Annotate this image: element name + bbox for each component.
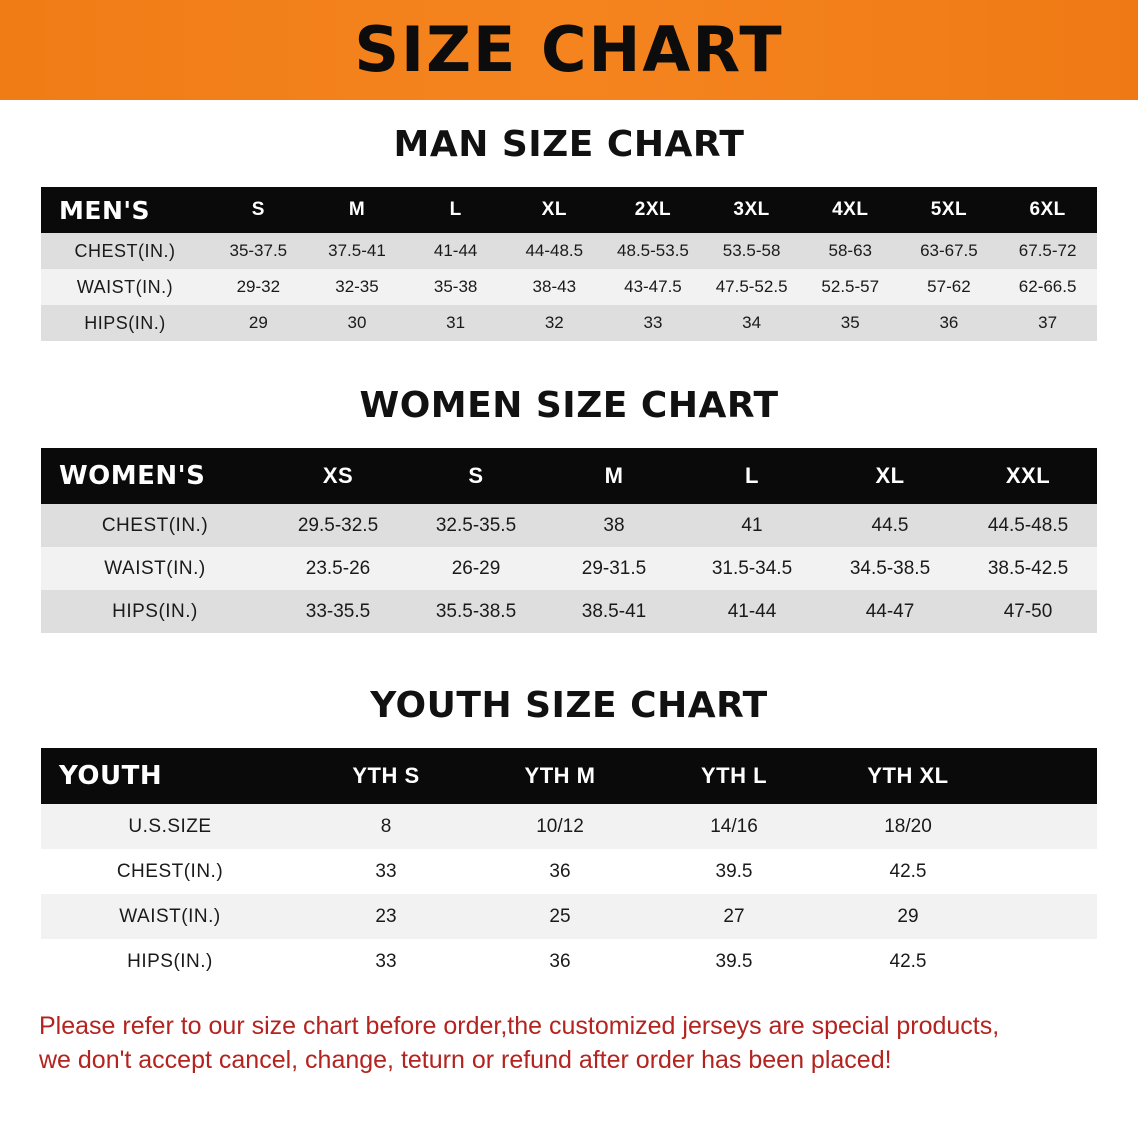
youth-cell: 36 bbox=[549, 950, 571, 972]
page-title: SIZE CHART bbox=[354, 13, 784, 86]
man-size-table bbox=[41, 187, 1097, 341]
youth-cell: 42.5 bbox=[889, 950, 927, 972]
table-row bbox=[41, 590, 1097, 633]
women-row-label: WAIST(IN.) bbox=[104, 557, 206, 579]
man-cell: 33 bbox=[643, 313, 663, 332]
youth-cell: 39.5 bbox=[715, 950, 753, 972]
youth-cell: 27 bbox=[723, 905, 745, 927]
youth-cell-spacer bbox=[995, 939, 1097, 984]
women-cell: 29-31.5 bbox=[581, 557, 647, 579]
table-row bbox=[41, 547, 1097, 590]
disclaimer-line-2: we don't accept cancel, change, teturn or refund after order has been placed! bbox=[39, 1045, 892, 1074]
youth-cell: 18/20 bbox=[884, 815, 932, 837]
women-cell: 41-44 bbox=[727, 600, 777, 622]
man-size-header: L bbox=[449, 199, 462, 220]
women-row-label: CHEST(IN.) bbox=[101, 514, 209, 536]
women-size-header: M bbox=[604, 463, 624, 488]
women-cell: 26-29 bbox=[451, 557, 501, 579]
youth-cell: 8 bbox=[380, 815, 392, 837]
youth-row-label: U.S.SIZE bbox=[128, 815, 212, 837]
women-cell: 33-35.5 bbox=[305, 600, 371, 622]
youth-row-label: WAIST(IN.) bbox=[119, 905, 221, 927]
youth-cell-spacer bbox=[995, 849, 1097, 894]
man-cell: 67.5-72 bbox=[1018, 241, 1077, 260]
women-cell: 32.5-35.5 bbox=[435, 514, 517, 536]
man-size-header: 2XL bbox=[634, 199, 672, 220]
women-size-header: XXL bbox=[1005, 463, 1051, 488]
youth-cell: 36 bbox=[549, 860, 571, 882]
youth-size-table bbox=[41, 748, 1097, 984]
youth-row-label: CHEST(IN.) bbox=[116, 860, 224, 882]
youth-cell: 25 bbox=[549, 905, 571, 927]
man-cell: 53.5-58 bbox=[722, 241, 781, 260]
banner bbox=[0, 0, 1138, 100]
man-cell: 52.5-57 bbox=[821, 277, 880, 296]
youth-size-header: YTH M bbox=[524, 763, 596, 788]
man-cell: 35-38 bbox=[433, 277, 478, 296]
women-cell: 38.5-42.5 bbox=[987, 557, 1069, 579]
table-row bbox=[41, 939, 1097, 984]
youth-cell: 29 bbox=[897, 905, 919, 927]
women-size-header: L bbox=[745, 463, 759, 488]
man-size-header: XL bbox=[541, 199, 567, 220]
women-cell: 31.5-34.5 bbox=[711, 557, 793, 579]
table-row bbox=[41, 269, 1097, 305]
youth-cell: 33 bbox=[375, 950, 397, 972]
man-cell: 32 bbox=[544, 313, 564, 332]
youth-cell: 42.5 bbox=[889, 860, 927, 882]
man-cell: 58-63 bbox=[828, 241, 872, 260]
women-cell: 41 bbox=[741, 514, 763, 536]
man-cell: 35 bbox=[840, 313, 860, 332]
table-row bbox=[41, 849, 1097, 894]
women-cell: 38.5-41 bbox=[581, 600, 647, 622]
women-cell: 44.5 bbox=[871, 514, 909, 536]
man-cell: 47.5-52.5 bbox=[715, 277, 788, 296]
women-cell: 29.5-32.5 bbox=[297, 514, 379, 536]
disclaimer-note bbox=[39, 1010, 1099, 1078]
man-size-header: S bbox=[251, 199, 265, 220]
man-size-header: M bbox=[348, 199, 366, 220]
man-size-table-wrap bbox=[41, 187, 1097, 341]
man-cell: 44-48.5 bbox=[525, 241, 584, 260]
youth-header-spacer bbox=[995, 748, 1097, 804]
man-cell: 37 bbox=[1038, 313, 1058, 332]
women-cell: 35.5-38.5 bbox=[435, 600, 517, 622]
youth-cell: 23 bbox=[375, 905, 397, 927]
man-cell: 35-37.5 bbox=[229, 241, 288, 260]
man-row-label: CHEST(IN.) bbox=[74, 240, 176, 261]
man-row-label: WAIST(IN.) bbox=[76, 276, 174, 297]
table-row bbox=[41, 804, 1097, 849]
youth-header-label: YOUTH bbox=[59, 761, 163, 791]
women-size-header: XS bbox=[322, 463, 354, 488]
women-size-table bbox=[41, 448, 1097, 633]
women-cell: 44-47 bbox=[865, 600, 915, 622]
women-size-header: S bbox=[468, 463, 484, 488]
man-size-header: 4XL bbox=[832, 199, 869, 220]
man-cell: 29 bbox=[248, 313, 268, 332]
women-cell: 34.5-38.5 bbox=[849, 557, 931, 579]
man-size-header: 6XL bbox=[1029, 199, 1066, 220]
women-cell: 38 bbox=[603, 514, 625, 536]
youth-cell-spacer bbox=[995, 894, 1097, 939]
women-size-header: XL bbox=[875, 463, 905, 488]
youth-row-label: HIPS(IN.) bbox=[127, 950, 213, 972]
man-header-label: MEN'S bbox=[59, 195, 151, 225]
youth-cell: 10/12 bbox=[536, 815, 584, 837]
man-cell: 30 bbox=[347, 313, 367, 332]
man-cell: 43-47.5 bbox=[624, 277, 682, 296]
youth-size-header: YTH L bbox=[700, 763, 768, 788]
man-cell: 48.5-53.5 bbox=[617, 241, 689, 260]
man-cell: 32-35 bbox=[335, 277, 379, 296]
youth-cell: 39.5 bbox=[715, 860, 753, 882]
women-table-header-row bbox=[41, 448, 1097, 504]
women-size-table-wrap bbox=[41, 448, 1097, 633]
women-cell: 47-50 bbox=[1003, 600, 1053, 622]
youth-size-header: YTH XL bbox=[867, 763, 949, 788]
man-table-header-row bbox=[41, 187, 1097, 233]
man-size-header: 5XL bbox=[930, 199, 968, 220]
man-section-heading: MAN SIZE CHART bbox=[393, 124, 745, 165]
man-cell: 41-44 bbox=[433, 241, 478, 260]
youth-section-heading: YOUTH SIZE CHART bbox=[370, 685, 768, 726]
youth-size-header: YTH S bbox=[352, 763, 420, 788]
women-cell: 44.5-48.5 bbox=[987, 514, 1069, 536]
man-cell: 29-32 bbox=[236, 277, 281, 296]
youth-table-header-row bbox=[41, 748, 1097, 804]
man-cell: 36 bbox=[939, 313, 959, 332]
man-cell: 62-66.5 bbox=[1018, 277, 1077, 296]
man-cell: 31 bbox=[446, 313, 466, 332]
man-cell: 63-67.5 bbox=[920, 241, 978, 260]
youth-size-table-wrap bbox=[41, 748, 1097, 984]
youth-cell: 33 bbox=[375, 860, 397, 882]
youth-cell-spacer bbox=[995, 804, 1097, 849]
disclaimer-line-1: Please refer to our size chart before order,the customized jerseys are special products, bbox=[39, 1012, 1000, 1040]
table-row bbox=[41, 305, 1097, 341]
women-section-heading: WOMEN SIZE CHART bbox=[359, 385, 779, 426]
women-header-label: WOMEN'S bbox=[59, 461, 206, 491]
man-cell: 34 bbox=[742, 313, 762, 332]
table-row bbox=[41, 894, 1097, 939]
table-row bbox=[41, 233, 1097, 269]
man-row-label: HIPS(IN.) bbox=[84, 312, 166, 333]
man-cell: 57-62 bbox=[927, 277, 971, 296]
women-cell: 23.5-26 bbox=[305, 557, 371, 579]
man-cell: 37.5-41 bbox=[328, 241, 386, 260]
man-size-header: 3XL bbox=[733, 199, 770, 220]
youth-cell: 14/16 bbox=[710, 815, 758, 837]
women-row-label: HIPS(IN.) bbox=[112, 600, 198, 622]
table-row bbox=[41, 504, 1097, 547]
man-cell: 38-43 bbox=[532, 277, 577, 296]
